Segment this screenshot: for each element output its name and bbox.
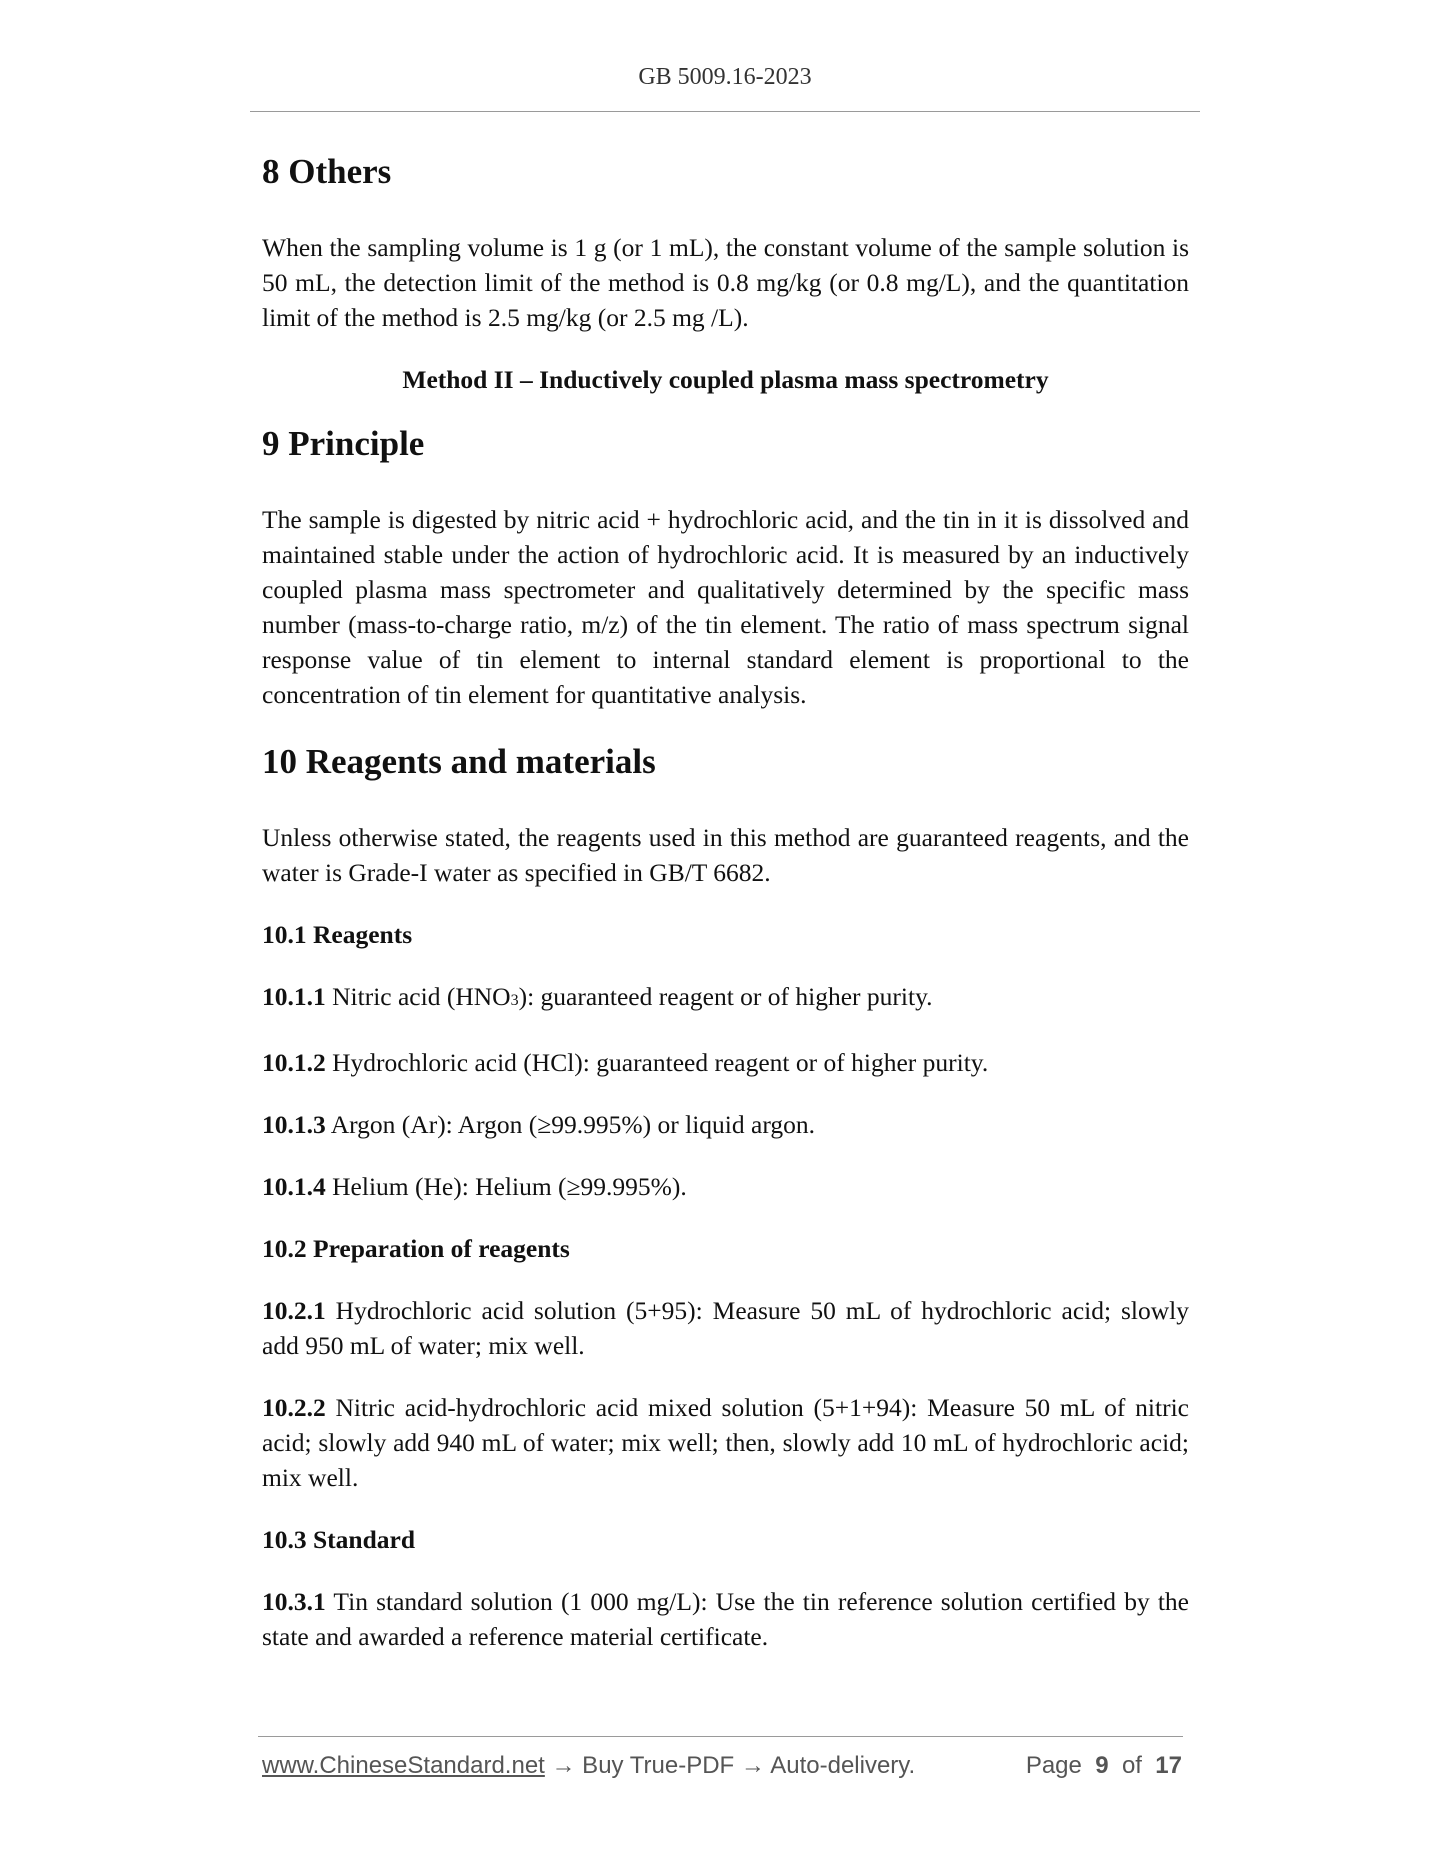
item-text: Argon (Ar): Argon (≥99.995%) or liquid argon.	[325, 1110, 815, 1139]
subsection-10-3-title: 10.3 Standard	[262, 1525, 416, 1554]
item-text: Tin standard solution (1 000 mg/L): Use the tin reference solution certified by the state and awarded a reference material certificate.	[262, 1587, 1189, 1651]
item-number: 10.1.4	[262, 1172, 326, 1201]
subsection-10-1-title: 10.1 Reagents	[262, 920, 413, 949]
current-page: 9	[1095, 1752, 1109, 1779]
item-number: 10.1.2	[262, 1048, 326, 1077]
item-10-1-4	[262, 1169, 1189, 1204]
item-number: 10.1.1	[262, 982, 326, 1011]
item-10-1-3	[262, 1107, 1189, 1142]
subscript: 3	[510, 992, 519, 1009]
section-9-heading: 9 Principle	[262, 424, 425, 463]
footer-tagline: → Buy True-PDF → Auto-delivery.	[544, 1752, 916, 1779]
of-label: of	[1121, 1752, 1142, 1779]
section-10-intro: Unless otherwise stated, the reagents used in this method are guaranteed reagents, and the water is Grade-I water as specified in GB/T 6682.	[262, 823, 1189, 887]
footer-promo	[262, 1752, 915, 1780]
item-text: Hydrochloric acid (HCl): guaranteed reagent or of higher purity.	[325, 1048, 989, 1077]
page-content	[262, 152, 1189, 1654]
item-10-2-2	[262, 1390, 1189, 1495]
item-number: 10.2.1	[262, 1296, 326, 1325]
section-8-paragraph: When the sampling volume is 1 g (or 1 mL), the constant volume of the sample solution is 50 mL, the detection limit of the method is 0.8 mg/kg (or 0.8 mg/L), and the quantitation limit of the method is 2.5 mg/kg (or 2.5 mg /L).	[262, 233, 1189, 332]
section-10-heading: 10 Reagents and materials	[262, 742, 656, 781]
item-text: Nitric acid (HNO	[325, 982, 511, 1011]
item-number: 10.2.2	[262, 1393, 326, 1422]
method-2-title: Method II – Inductively coupled plasma mass spectrometry	[402, 365, 1049, 394]
page-number	[1026, 1752, 1182, 1780]
item-text: Helium (He): Helium (≥99.995%).	[325, 1172, 687, 1201]
item-text-end: ): guaranteed reagent or of higher purity.	[518, 982, 933, 1011]
page-label: Page	[1025, 1752, 1082, 1779]
page-footer	[262, 1752, 1182, 1786]
header-divider	[250, 111, 1200, 112]
item-number: 10.3.1	[262, 1587, 326, 1616]
item-text: Nitric acid-hydrochloric acid mixed solution (5+1+94): Measure 50 mL of nitric acid; slowly add 940 mL of water; mix well; then, slowly add 10 mL of hydrochloric acid; mix well.	[262, 1393, 1189, 1492]
subsection-10-2-title: 10.2 Preparation of reagents	[262, 1234, 570, 1263]
item-10-1-1	[262, 979, 1189, 1018]
item-10-1-2	[262, 1045, 1189, 1080]
page-header: GB 5009.16-2023	[638, 64, 812, 90]
item-10-3-1	[262, 1584, 1189, 1654]
item-text: Hydrochloric acid solution (5+95): Measure 50 mL of hydrochloric acid; slowly add 950 mL of water; mix well.	[262, 1296, 1189, 1360]
item-number: 10.1.3	[262, 1110, 326, 1139]
total-pages: 17	[1155, 1752, 1182, 1779]
section-8-heading: 8 Others	[262, 152, 392, 191]
footer-divider	[258, 1736, 1183, 1737]
item-10-2-1	[262, 1293, 1189, 1363]
section-9-paragraph: The sample is digested by nitric acid + hydrochloric acid, and the tin in it is dissolved and maintained stable under the action of hydrochloric acid. It is measured by an inductively coupled plasma mass spectrometer and qualitatively determined by the specific mass number (mass-to-charge ratio, m/z) of the tin element. The ratio of mass spectrum signal response value of tin element to internal standard element is proportional to the concentration of tin element for quantitative analysis.	[262, 505, 1189, 709]
website-link[interactable]: www.ChineseStandard.net	[262, 1752, 545, 1779]
